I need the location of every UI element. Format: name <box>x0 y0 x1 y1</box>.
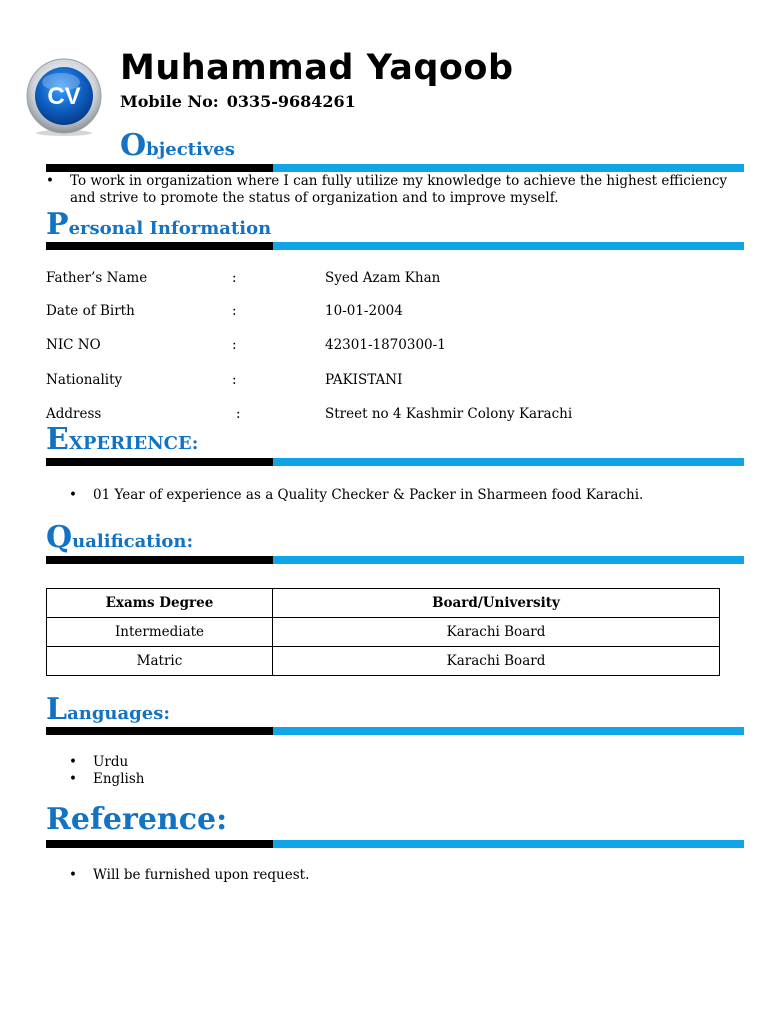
info-colon: : <box>232 303 237 319</box>
experience-divider <box>46 458 744 466</box>
languages-heading <box>46 692 170 727</box>
objectives-heading-initial: O <box>120 128 147 163</box>
table-cell: Karachi Board <box>273 647 720 676</box>
info-label: Date of Birth <box>46 303 135 319</box>
table-header-row <box>47 589 720 618</box>
column-header-exams: Exams Degree <box>47 589 273 618</box>
info-label: NIC NO <box>46 337 101 353</box>
mobile-label: Mobile No: <box>120 92 219 111</box>
experience-heading <box>46 422 198 457</box>
info-label: Father’s Name <box>46 270 148 286</box>
reference-item: • Will be furnished upon request. <box>69 867 569 884</box>
objectives-line-1: To work in organization where I can fully utilize my knowledge to achieve the highest efficiency <box>70 173 728 189</box>
objectives-divider <box>46 164 744 172</box>
experience-item: • 01 Year of experience as a Quality Checker & Packer in Sharmeen food Karachi. <box>69 487 749 504</box>
qualification-heading-initial: Q <box>46 520 73 555</box>
qualification-heading-rest: ualification: <box>72 531 194 552</box>
info-value: Street no 4 Kashmir Colony Karachi <box>325 406 573 422</box>
objectives-item <box>46 173 746 207</box>
languages-heading-rest: anguages: <box>67 703 170 724</box>
info-value: Syed Azam Khan <box>325 270 441 286</box>
experience-heading-initial: E <box>46 422 69 457</box>
table-cell: Karachi Board <box>273 618 720 647</box>
list-item: • English <box>69 771 469 788</box>
info-colon: : <box>236 406 241 422</box>
info-value: 42301-1870300-1 <box>325 337 446 353</box>
candidate-name: Muhammad Yaqoob <box>120 48 514 88</box>
reference-heading: Reference: <box>46 802 228 837</box>
languages-list <box>69 754 469 788</box>
table-row <box>47 618 720 647</box>
objectives-line-2: and strive to promote the status of organization and to improve myself. <box>70 190 559 206</box>
mobile-line <box>120 92 356 111</box>
info-colon: : <box>232 337 237 353</box>
languages-divider <box>46 727 744 735</box>
objectives-heading <box>120 128 235 163</box>
info-label: Address <box>46 406 102 422</box>
info-value: PAKISTANI <box>325 372 403 388</box>
info-colon: : <box>232 372 237 388</box>
objectives-heading-rest: bjectives <box>146 139 235 160</box>
personal-heading-initial: P <box>46 207 69 242</box>
qualification-divider <box>46 556 744 564</box>
mobile-value: 0335-9684261 <box>226 92 356 111</box>
experience-heading-rest: XPERIENCE: <box>68 433 199 454</box>
info-label: Nationality <box>46 372 123 388</box>
languages-heading-initial: L <box>46 692 68 727</box>
info-value: 10-01-2004 <box>325 303 403 319</box>
qualification-table <box>46 588 720 676</box>
table-row <box>47 647 720 676</box>
cv-logo <box>25 57 103 137</box>
column-header-board: Board/University <box>273 589 720 618</box>
experience-list <box>69 487 749 504</box>
cv-logo-text: CV <box>47 83 81 110</box>
table-cell: Intermediate <box>47 618 273 647</box>
info-colon: : <box>232 270 237 286</box>
qualification-heading <box>46 520 193 555</box>
personal-info-heading <box>46 207 271 242</box>
table-cell: Matric <box>47 647 273 676</box>
list-item: • Urdu <box>69 754 469 771</box>
reference-list <box>69 867 569 884</box>
objectives-text <box>46 173 746 207</box>
personal-info-divider <box>46 242 744 250</box>
reference-divider <box>46 840 744 848</box>
personal-heading-rest: ersonal Information <box>68 218 272 239</box>
